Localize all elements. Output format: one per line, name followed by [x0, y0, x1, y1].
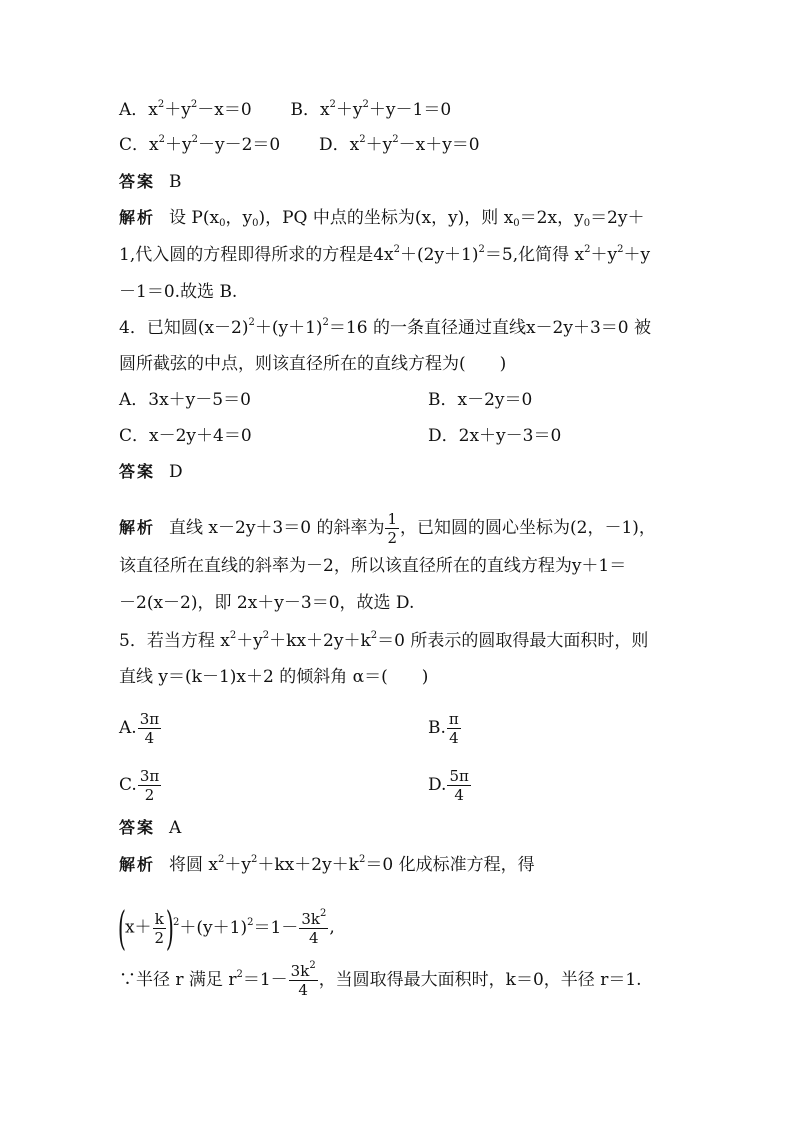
q5-option-c: C. $\frac{3\pi}{2}$ — [119, 767, 160, 804]
q3-answer — [119, 172, 182, 192]
q5-option-d: D. $\frac{5\pi}{4}$ — [428, 767, 469, 804]
answer-value: D — [169, 462, 183, 482]
q3-option-d: D．$x^2+y^2-x+y=0$ — [319, 134, 480, 155]
q3-option-a: A．$x^2+y^2-x=0$ — [119, 99, 252, 120]
q3-analysis-line-2: 1,代入圆的方程即得所求的方程是$4x^2+(2y+1)^2=5$,化简得 $x^2+y^2+y$ — [119, 244, 651, 265]
q3-option-row-cd — [119, 135, 480, 155]
q3-option-c: C．$x^2+y^2-y-2=0$ — [119, 134, 281, 155]
q5-option-row-ab — [119, 710, 459, 747]
analysis-label: 解析 — [119, 855, 156, 874]
q5-analysis-line-1: 解析 将圆 $x^2+y^2+kx+2y+k^2=0$ 化成标准方程，得 — [119, 854, 535, 875]
answer-label: 答案 — [119, 172, 156, 191]
q5-stem-line-1: 5．若当方程 $x^2+y^2+kx+2y+k^2=0$ 所表示的圆取得最大面积时，则 — [119, 630, 649, 651]
q4-stem-line-2: 圆所截弦的中点，则该直径所在的直线方程为( ) — [119, 354, 507, 374]
q5-analysis-line-3: ∵半径 r 满足 $r^2=1-$ $\frac{3k^2}{4}$ ，当圆取得最大面积时，k＝0，半径 r＝1. — [119, 960, 642, 999]
q4-option-row-cd — [119, 426, 562, 446]
q5-option-row-cd — [119, 767, 469, 804]
q5-stem-line-2: 直线 y＝(k－1)x＋2 的倾斜角 α＝( ) — [119, 667, 429, 687]
q4-analysis-line-1: 解析 直线 x－2y＋3＝0 的斜率为 $\frac{1}{2}$ ，已知圆的圆心坐标为(2，－1)， — [119, 510, 656, 547]
q5-option-a: A. $\frac{3\pi}{4}$ — [119, 710, 160, 747]
slope-fraction: $\frac{1}{2}$ — [387, 510, 398, 547]
q4-option-c: C．x－2y＋4＝0 — [119, 426, 252, 446]
q3-option-b: B．$x^2+y^2+y-1=0$ — [290, 99, 452, 120]
q3-option-row-ab — [119, 100, 451, 120]
answer-label: 答案 — [119, 818, 156, 837]
q4-option-a: A．3x＋y－5＝0 — [119, 390, 251, 410]
q4-option-d: D．2x＋y－3＝0 — [428, 426, 562, 446]
q4-option-b: B．x－2y＝0 — [428, 390, 533, 410]
q3-analysis-line-1: 解析 设 $P(x_0$，$y_0$)，PQ 中点的坐标为(x，y)，则 $x_0=2x$，$y_0=2y+$ — [119, 208, 645, 229]
q3-analysis-line-3: －1＝0.故选 B. — [119, 282, 238, 302]
analysis-label: 解析 — [119, 208, 156, 227]
q5-option-b: B. $\frac{\pi}{4}$ — [428, 710, 459, 747]
analysis-label: 解析 — [119, 518, 156, 537]
q5-answer — [119, 818, 181, 838]
q4-option-row-ab — [119, 390, 533, 410]
q5-standard-equation: (x＋ $\frac{k}{2}$ )$^2+(y+1)^2=1-$ $\frac{3k^2}{4}$ , — [117, 901, 335, 955]
q4-analysis-line-2: 该直径所在直线的斜率为－2，所以该直径所在的直线方程为y＋1＝ — [119, 556, 627, 576]
q4-analysis-line-3: －2(x－2)，即 2x＋y－3＝0，故选 D. — [119, 593, 415, 613]
q4-stem-line-1: 4．已知圆$(x-2)^2+(y+1)^2=16$ 的一条直径通过直线x－2y＋3＝0 被 — [119, 317, 651, 338]
answer-label: 答案 — [119, 462, 156, 481]
q4-answer — [119, 462, 183, 482]
answer-value: B — [169, 172, 182, 192]
answer-value: A — [169, 818, 182, 838]
